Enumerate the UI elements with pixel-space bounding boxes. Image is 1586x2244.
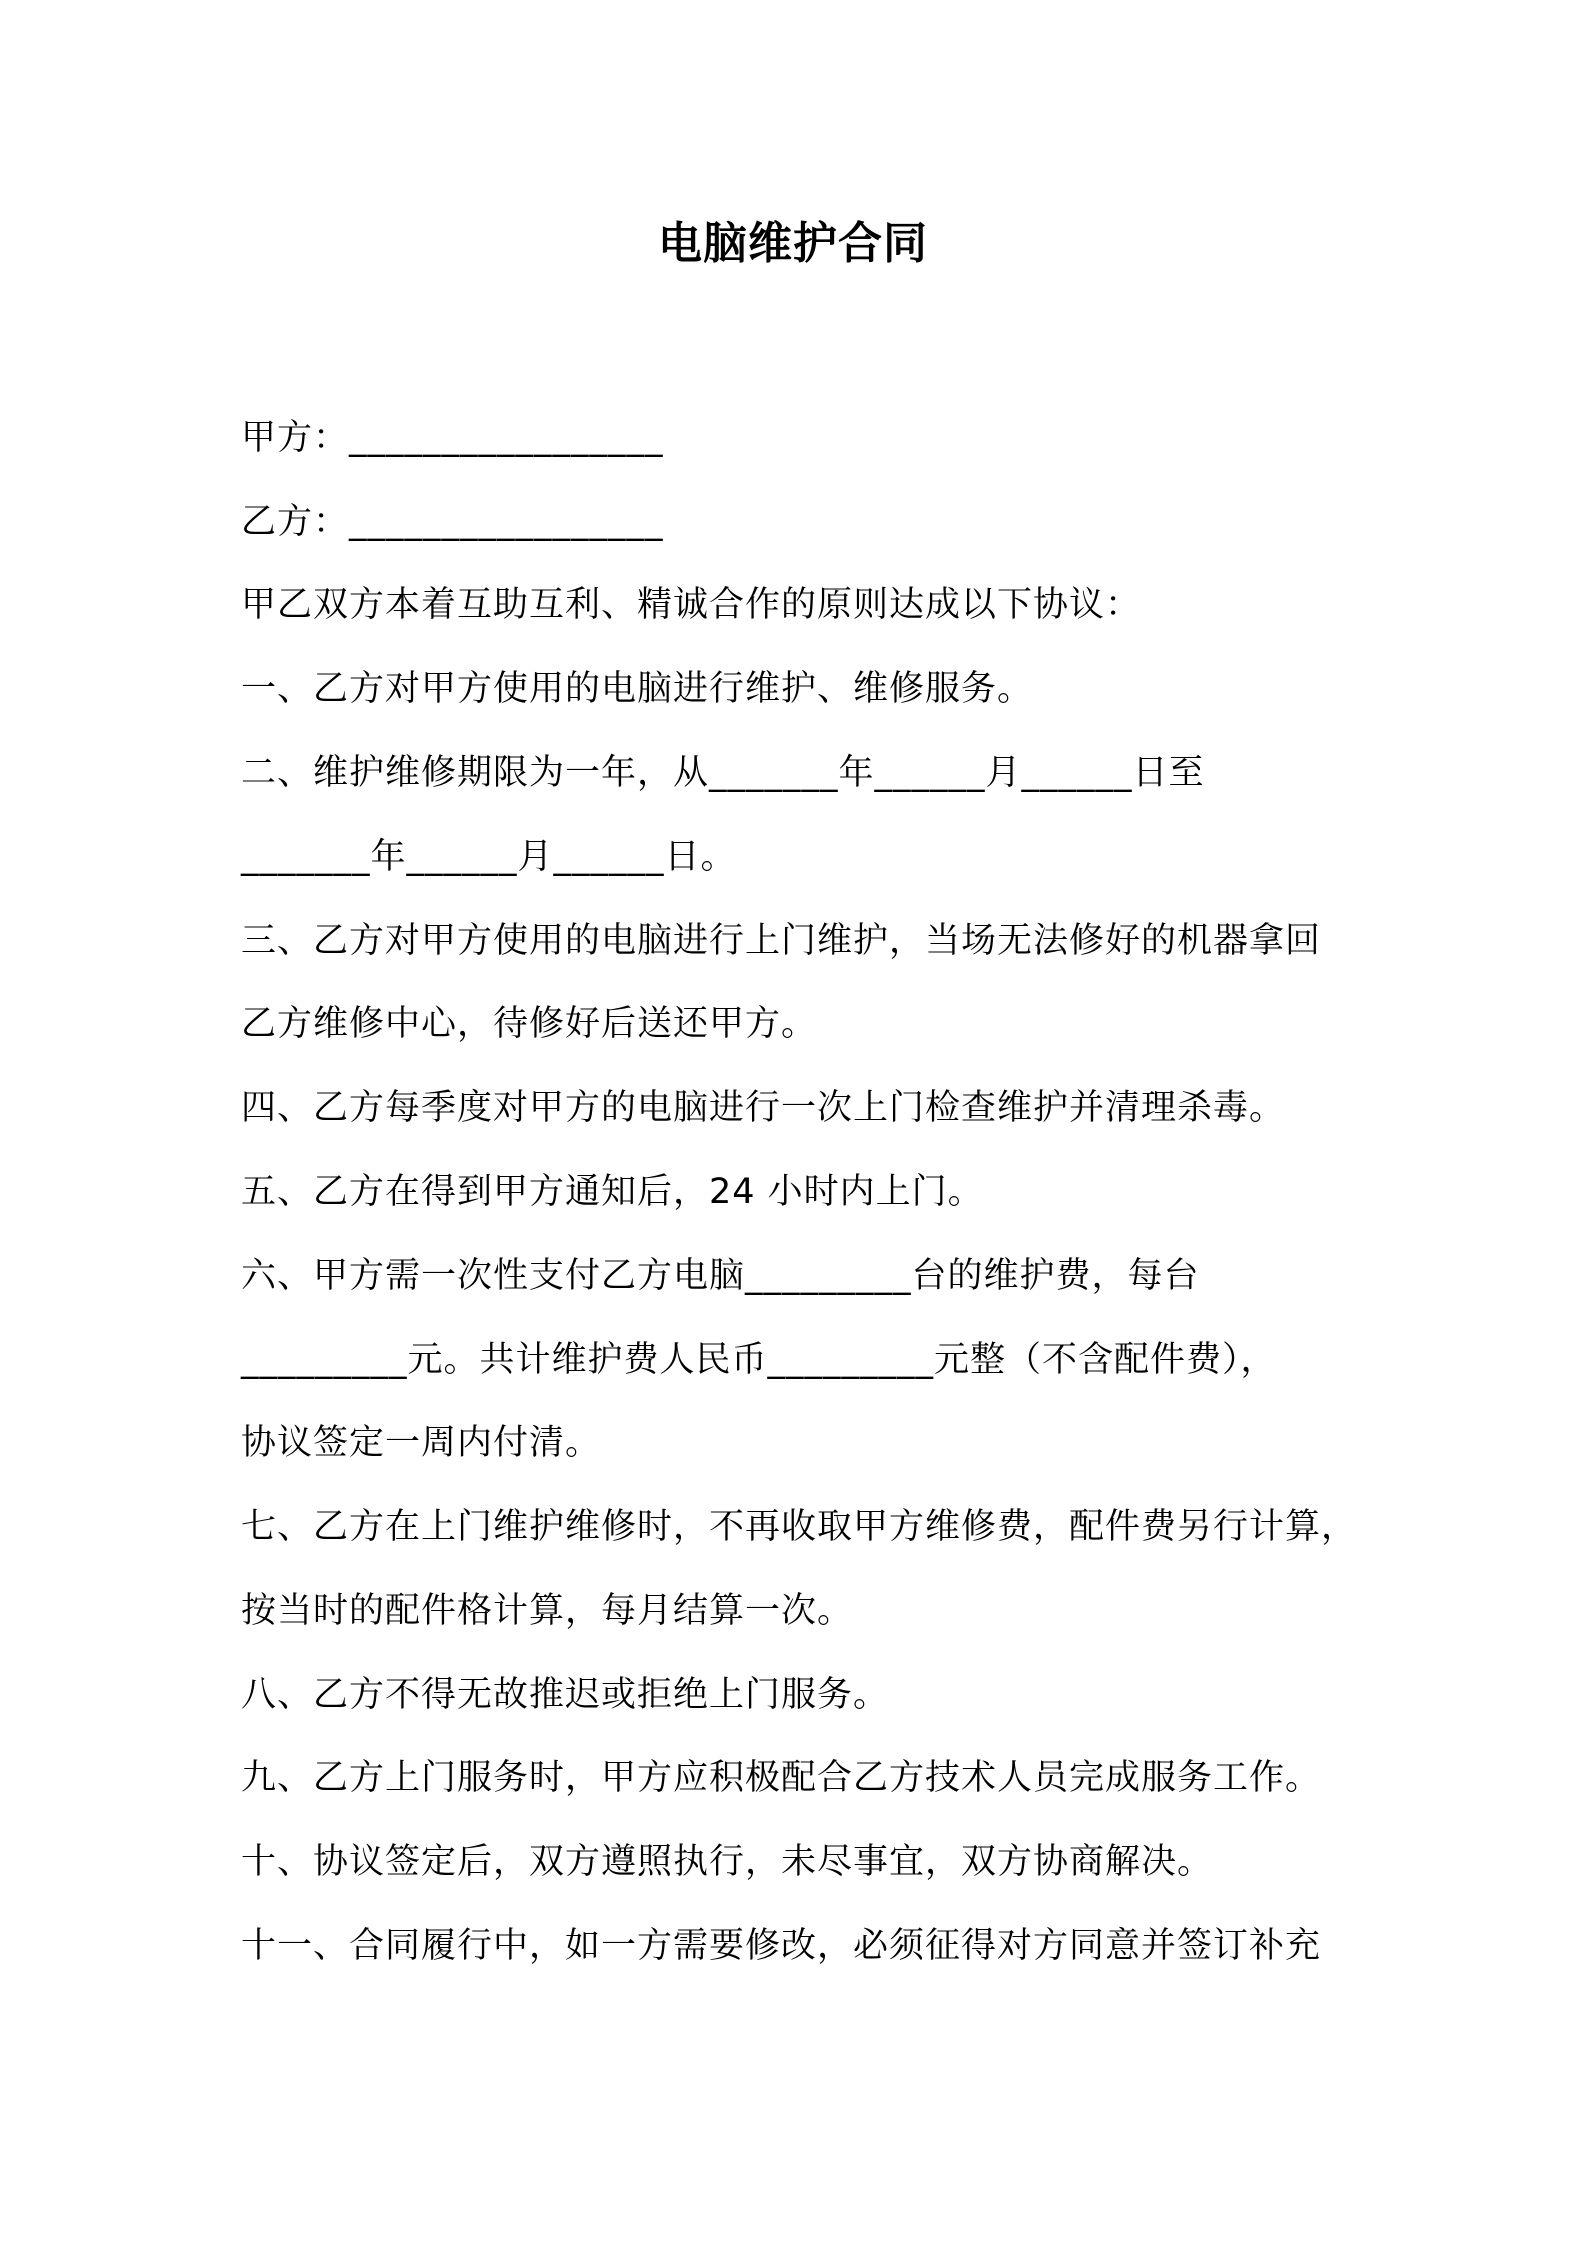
clause-7-line-1: 七、乙方在上门维护维修时，不再收取甲方维修费，配件费另行计算， [241,1507,1358,1547]
clause-6-line-3: 协议签定一周内付清。 [241,1423,602,1463]
clause-10: 十、协议签定后，双方遵照执行，未尽事宜，双方协商解决。 [241,1842,1214,1882]
clause-2-line-1: 二、维护维修期限为一年，从_______年______月______日至 [241,753,1205,793]
clause-8: 八、乙方不得无故推迟或拒绝上门服务。 [241,1675,890,1715]
party-a-line: 甲方：_________________ [241,418,664,458]
party-b-line: 乙方：_________________ [241,502,664,542]
clause-5: 五、乙方在得到甲方通知后，24 小时内上门。 [241,1172,984,1212]
agreement-intro: 甲乙双方本着互助互利、精诚合作的原则达成以下协议： [241,585,1142,625]
clause-7-line-2: 按当时的配件格计算，每月结算一次。 [241,1591,854,1631]
document-title: 电脑维护合同 [658,218,928,269]
clause-2-line-2: _______年______月______日。 [241,837,737,877]
clause-9: 九、乙方上门服务时，甲方应积极配合乙方技术人员完成服务工作。 [241,1758,1322,1798]
clause-1: 一、乙方对甲方使用的电脑进行维护、维修服务。 [241,669,1034,709]
clause-11-line-1: 十一、合同履行中，如一方需要修改，必须征得对方同意并签订补充 [241,1926,1322,1966]
clause-3-line-2: 乙方维修中心，待修好后送还甲方。 [241,1004,818,1044]
clause-6-line-2: _________元。共计维护费人民币_________元整（不含配件费）， [241,1340,1277,1380]
clause-4: 四、乙方每季度对甲方的电脑进行一次上门检查维护并清理杀毒。 [241,1088,1286,1128]
clause-3-line-1: 三、乙方对甲方使用的电脑进行上门维护，当场无法修好的机器拿回 [241,921,1322,961]
clause-6-line-1: 六、甲方需一次性支付乙方电脑_________台的维护费，每台 [241,1256,1200,1296]
